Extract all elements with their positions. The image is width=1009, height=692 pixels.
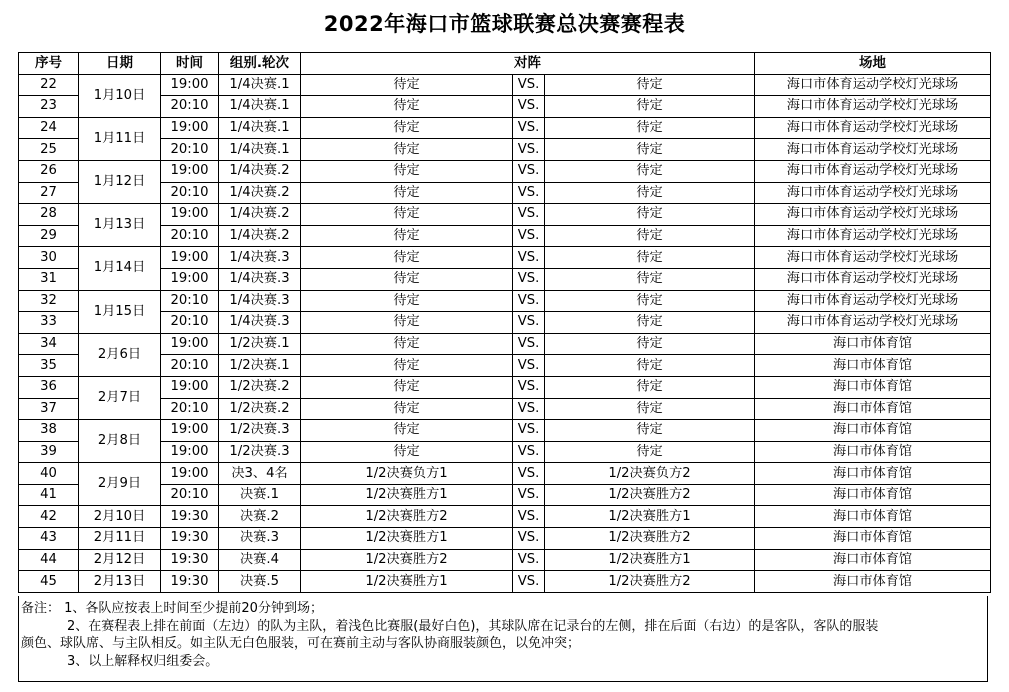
- cell-round: 决赛.1: [219, 484, 301, 506]
- header-date: 日期: [79, 53, 161, 75]
- cell-date: 2月10日: [79, 506, 161, 528]
- cell-vs: VS.: [513, 312, 545, 334]
- cell-date: 1月12日: [79, 160, 161, 203]
- cell-vs: VS.: [513, 290, 545, 312]
- cell-time: 19:00: [161, 420, 219, 442]
- cell-home: 待定: [301, 355, 513, 377]
- table-row: [19, 225, 991, 247]
- cell-time: 20:10: [161, 290, 219, 312]
- table-row: [19, 160, 991, 182]
- cell-date: 2月7日: [79, 376, 161, 419]
- cell-round: 1/4决赛.3: [219, 312, 301, 334]
- cell-vs: VS.: [513, 96, 545, 118]
- table-row: [19, 549, 991, 571]
- cell-home: 1/2决赛胜方1: [301, 571, 513, 593]
- cell-home: 1/2决赛胜方2: [301, 506, 513, 528]
- table-row: [19, 484, 991, 506]
- cell-no: 34: [19, 333, 79, 355]
- cell-round: 1/4决赛.1: [219, 117, 301, 139]
- cell-time: 19:00: [161, 268, 219, 290]
- cell-no: 45: [19, 571, 79, 593]
- cell-date: 1月11日: [79, 117, 161, 160]
- table-row: [19, 355, 991, 377]
- table-row: [19, 247, 991, 269]
- cell-vs: VS.: [513, 463, 545, 485]
- cell-away: 待定: [545, 355, 755, 377]
- cell-time: 20:10: [161, 484, 219, 506]
- table-row: [19, 376, 991, 398]
- cell-home: 1/2决赛胜方2: [301, 549, 513, 571]
- cell-vs: VS.: [513, 355, 545, 377]
- cell-round: 1/2决赛.1: [219, 355, 301, 377]
- cell-round: 1/4决赛.1: [219, 139, 301, 161]
- table-row: [19, 74, 991, 96]
- cell-date: 1月10日: [79, 74, 161, 117]
- table-row: [19, 204, 991, 226]
- cell-time: 19:00: [161, 441, 219, 463]
- cell-home: 待定: [301, 225, 513, 247]
- cell-home: 1/2决赛胜方1: [301, 528, 513, 550]
- table-row: [19, 506, 991, 528]
- cell-away: 待定: [545, 96, 755, 118]
- cell-home: 待定: [301, 376, 513, 398]
- cell-date: 2月11日: [79, 528, 161, 550]
- cell-away: 待定: [545, 290, 755, 312]
- cell-round: 1/4决赛.3: [219, 290, 301, 312]
- cell-vs: VS.: [513, 74, 545, 96]
- cell-date: 2月12日: [79, 549, 161, 571]
- cell-time: 20:10: [161, 355, 219, 377]
- table-row: [19, 528, 991, 550]
- cell-no: 31: [19, 268, 79, 290]
- cell-home: 待定: [301, 398, 513, 420]
- cell-time: 19:00: [161, 376, 219, 398]
- cell-date: 2月6日: [79, 333, 161, 376]
- table-row: [19, 139, 991, 161]
- cell-no: 26: [19, 160, 79, 182]
- cell-venue: 海口市体育运动学校灯光球场: [755, 290, 991, 312]
- cell-round: 决3、4名: [219, 463, 301, 485]
- cell-venue: 海口市体育馆: [755, 463, 991, 485]
- cell-away: 1/2决赛胜方1: [545, 549, 755, 571]
- cell-round: 决赛.2: [219, 506, 301, 528]
- cell-no: 44: [19, 549, 79, 571]
- cell-vs: VS.: [513, 204, 545, 226]
- cell-home: 1/2决赛负方1: [301, 463, 513, 485]
- cell-time: 19:00: [161, 160, 219, 182]
- table-row: [19, 571, 991, 593]
- cell-no: 38: [19, 420, 79, 442]
- cell-round: 1/2决赛.1: [219, 333, 301, 355]
- cell-time: 20:10: [161, 182, 219, 204]
- cell-away: 待定: [545, 74, 755, 96]
- cell-time: 19:30: [161, 528, 219, 550]
- cell-round: 1/4决赛.3: [219, 247, 301, 269]
- header-time: 时间: [161, 53, 219, 75]
- cell-no: 36: [19, 376, 79, 398]
- cell-vs: VS.: [513, 441, 545, 463]
- cell-home: 待定: [301, 74, 513, 96]
- cell-vs: VS.: [513, 398, 545, 420]
- header-matchup: 对阵: [301, 53, 755, 75]
- cell-date: 1月15日: [79, 290, 161, 333]
- cell-time: 19:00: [161, 74, 219, 96]
- cell-venue: 海口市体育馆: [755, 355, 991, 377]
- cell-vs: VS.: [513, 420, 545, 442]
- cell-away: 待定: [545, 160, 755, 182]
- cell-date: 1月13日: [79, 204, 161, 247]
- cell-round: 1/2决赛.3: [219, 441, 301, 463]
- cell-time: 20:10: [161, 225, 219, 247]
- cell-no: 43: [19, 528, 79, 550]
- cell-vs: VS.: [513, 376, 545, 398]
- cell-venue: 海口市体育馆: [755, 484, 991, 506]
- cell-no: 30: [19, 247, 79, 269]
- cell-vs: VS.: [513, 333, 545, 355]
- cell-away: 待定: [545, 441, 755, 463]
- cell-vs: VS.: [513, 160, 545, 182]
- cell-venue: 海口市体育运动学校灯光球场: [755, 204, 991, 226]
- cell-away: 1/2决赛胜方2: [545, 571, 755, 593]
- table-row: [19, 420, 991, 442]
- cell-away: 待定: [545, 312, 755, 334]
- table-row: [19, 463, 991, 485]
- cell-vs: VS.: [513, 484, 545, 506]
- cell-away: 待定: [545, 398, 755, 420]
- cell-away: 1/2决赛负方2: [545, 463, 755, 485]
- page-title: 2022年海口市篮球联赛总决赛赛程表: [323, 12, 686, 36]
- cell-no: 41: [19, 484, 79, 506]
- cell-away: 待定: [545, 247, 755, 269]
- header-no: 序号: [19, 53, 79, 75]
- cell-away: 待定: [545, 117, 755, 139]
- cell-no: 39: [19, 441, 79, 463]
- cell-home: 待定: [301, 268, 513, 290]
- note-line: 3、以上解释权归组委会。: [67, 653, 219, 669]
- cell-time: 19:30: [161, 506, 219, 528]
- cell-time: 20:10: [161, 96, 219, 118]
- cell-date: 2月13日: [79, 571, 161, 593]
- cell-round: 1/4决赛.2: [219, 182, 301, 204]
- schedule-table: [18, 52, 991, 593]
- cell-away: 待定: [545, 225, 755, 247]
- cell-vs: VS.: [513, 549, 545, 571]
- cell-time: 19:00: [161, 463, 219, 485]
- cell-time: 19:00: [161, 117, 219, 139]
- cell-vs: VS.: [513, 247, 545, 269]
- cell-no: 23: [19, 96, 79, 118]
- cell-no: 24: [19, 117, 79, 139]
- cell-venue: 海口市体育运动学校灯光球场: [755, 96, 991, 118]
- cell-vs: VS.: [513, 506, 545, 528]
- cell-no: 29: [19, 225, 79, 247]
- cell-vs: VS.: [513, 571, 545, 593]
- note-line: 颜色、球队席、与主队相反。如主队无白色服装，可在赛前主动与客队协商服装颜色，以免冲突；: [21, 636, 581, 651]
- cell-home: 待定: [301, 117, 513, 139]
- note-line: 备注： 1、各队应按表上时间至少提前20分钟到场；: [21, 601, 323, 616]
- cell-venue: 海口市体育馆: [755, 398, 991, 420]
- cell-home: 待定: [301, 160, 513, 182]
- table-row: [19, 333, 991, 355]
- cell-away: 1/2决赛胜方2: [545, 484, 755, 506]
- cell-away: 待定: [545, 420, 755, 442]
- cell-away: 1/2决赛胜方2: [545, 528, 755, 550]
- table-row: [19, 96, 991, 118]
- cell-round: 1/4决赛.1: [219, 74, 301, 96]
- cell-vs: VS.: [513, 225, 545, 247]
- cell-venue: 海口市体育馆: [755, 420, 991, 442]
- table-row: [19, 398, 991, 420]
- cell-home: 待定: [301, 420, 513, 442]
- cell-away: 待定: [545, 204, 755, 226]
- cell-home: 待定: [301, 441, 513, 463]
- cell-venue: 海口市体育运动学校灯光球场: [755, 74, 991, 96]
- cell-round: 决赛.5: [219, 571, 301, 593]
- cell-venue: 海口市体育馆: [755, 549, 991, 571]
- cell-home: 待定: [301, 96, 513, 118]
- cell-home: 待定: [301, 204, 513, 226]
- cell-venue: 海口市体育运动学校灯光球场: [755, 268, 991, 290]
- cell-away: 待定: [545, 268, 755, 290]
- cell-round: 1/4决赛.2: [219, 204, 301, 226]
- cell-no: 42: [19, 506, 79, 528]
- cell-no: 25: [19, 139, 79, 161]
- table-row: [19, 290, 991, 312]
- cell-no: 40: [19, 463, 79, 485]
- header-row: [19, 53, 991, 75]
- cell-venue: 海口市体育运动学校灯光球场: [755, 139, 991, 161]
- cell-venue: 海口市体育运动学校灯光球场: [755, 182, 991, 204]
- cell-round: 决赛.4: [219, 549, 301, 571]
- cell-round: 1/4决赛.3: [219, 268, 301, 290]
- table-row: [19, 441, 991, 463]
- cell-home: 待定: [301, 290, 513, 312]
- cell-time: 19:30: [161, 549, 219, 571]
- cell-round: 1/2决赛.2: [219, 376, 301, 398]
- cell-venue: 海口市体育馆: [755, 571, 991, 593]
- cell-away: 待定: [545, 139, 755, 161]
- table-row: [19, 312, 991, 334]
- cell-time: 20:10: [161, 139, 219, 161]
- table-row: [19, 182, 991, 204]
- cell-round: 1/2决赛.2: [219, 398, 301, 420]
- cell-vs: VS.: [513, 268, 545, 290]
- cell-vs: VS.: [513, 117, 545, 139]
- notes-box: [18, 596, 988, 682]
- cell-home: 待定: [301, 247, 513, 269]
- cell-home: 待定: [301, 182, 513, 204]
- cell-round: 1/4决赛.1: [219, 96, 301, 118]
- cell-home: 待定: [301, 333, 513, 355]
- cell-time: 19:00: [161, 247, 219, 269]
- cell-home: 1/2决赛胜方1: [301, 484, 513, 506]
- cell-home: 待定: [301, 139, 513, 161]
- cell-no: 33: [19, 312, 79, 334]
- cell-no: 32: [19, 290, 79, 312]
- cell-away: 待定: [545, 376, 755, 398]
- note-line: 2、在赛程表上排在前面（左边）的队为主队，着浅色比赛服(最好白色)，其球队席在记录台的左侧，排在后面（右边）的是客队，客队的服装: [67, 618, 879, 634]
- cell-away: 待定: [545, 333, 755, 355]
- cell-venue: 海口市体育馆: [755, 441, 991, 463]
- cell-time: 20:10: [161, 312, 219, 334]
- cell-away: 待定: [545, 182, 755, 204]
- cell-no: 22: [19, 74, 79, 96]
- cell-venue: 海口市体育运动学校灯光球场: [755, 247, 991, 269]
- cell-venue: 海口市体育馆: [755, 376, 991, 398]
- cell-date: 2月9日: [79, 463, 161, 506]
- cell-venue: 海口市体育运动学校灯光球场: [755, 117, 991, 139]
- cell-vs: VS.: [513, 139, 545, 161]
- table-row: [19, 117, 991, 139]
- cell-time: 19:00: [161, 204, 219, 226]
- header-round: 组别.轮次: [219, 53, 301, 75]
- cell-venue: 海口市体育馆: [755, 333, 991, 355]
- cell-no: 27: [19, 182, 79, 204]
- cell-no: 28: [19, 204, 79, 226]
- cell-round: 1/4决赛.2: [219, 160, 301, 182]
- cell-home: 待定: [301, 312, 513, 334]
- cell-time: 19:00: [161, 333, 219, 355]
- cell-date: 1月14日: [79, 247, 161, 290]
- cell-away: 1/2决赛胜方1: [545, 506, 755, 528]
- cell-round: 1/4决赛.2: [219, 225, 301, 247]
- cell-vs: VS.: [513, 182, 545, 204]
- cell-venue: 海口市体育运动学校灯光球场: [755, 312, 991, 334]
- cell-venue: 海口市体育馆: [755, 528, 991, 550]
- cell-vs: VS.: [513, 528, 545, 550]
- cell-venue: 海口市体育运动学校灯光球场: [755, 160, 991, 182]
- cell-time: 19:30: [161, 571, 219, 593]
- cell-date: 2月8日: [79, 420, 161, 463]
- schedule-body: [19, 74, 991, 592]
- cell-venue: 海口市体育运动学校灯光球场: [755, 225, 991, 247]
- table-row: [19, 268, 991, 290]
- header-venue: 场地: [755, 53, 991, 75]
- cell-venue: 海口市体育馆: [755, 506, 991, 528]
- cell-round: 1/2决赛.3: [219, 420, 301, 442]
- cell-no: 35: [19, 355, 79, 377]
- cell-time: 20:10: [161, 398, 219, 420]
- cell-no: 37: [19, 398, 79, 420]
- cell-round: 决赛.3: [219, 528, 301, 550]
